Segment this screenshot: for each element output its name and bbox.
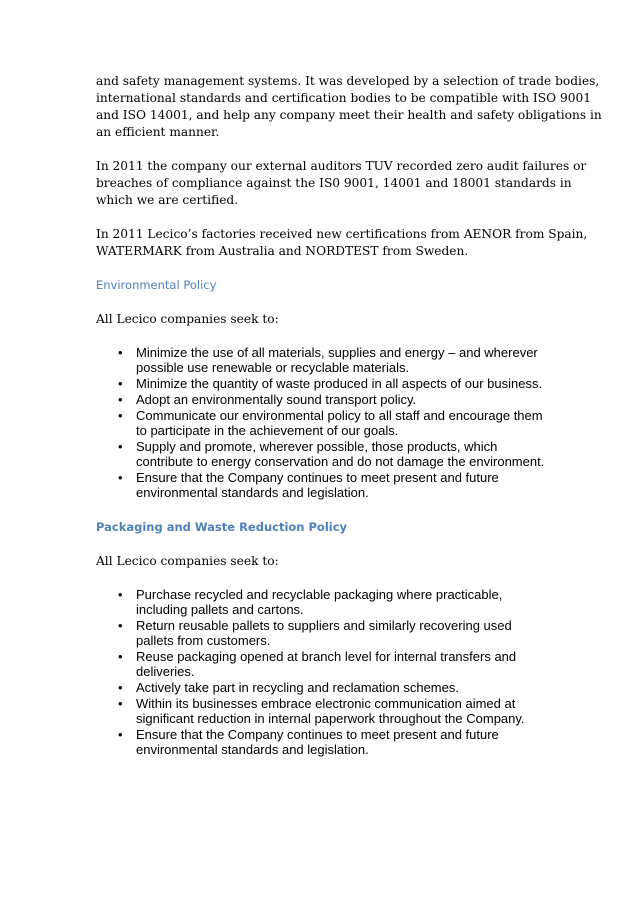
list-item-line: deliveries. — [136, 664, 195, 679]
environmental-intro: All Lecico companies seek to: — [96, 312, 279, 326]
list-item-line: possible use renewable or recyclable materials. — [136, 360, 410, 375]
list-item-line: pallets from customers. — [136, 633, 271, 648]
bullet-icon: • — [118, 408, 123, 423]
list-item — [118, 587, 554, 617]
list-item-line: Adopt an environmentally sound transport policy. — [136, 392, 417, 407]
list-item-line: Purchase recycled and recyclable packaging where practicable, — [136, 587, 503, 602]
list-item-line: to participate in the achievement of our goals. — [136, 423, 399, 438]
list-item-line: Actively take part in recycling and reclamation schemes. — [136, 680, 459, 695]
paragraph-line: In 2011 the company our external auditors TUV recorded zero audit failures or — [96, 159, 587, 173]
list-item-line: contribute to energy conservation and do not damage the environment. — [136, 454, 545, 469]
packaging-intro: All Lecico companies seek to: — [96, 554, 279, 568]
bullet-icon: • — [118, 345, 123, 360]
paragraph-line: breaches of compliance against the IS0 9001, 14001 and 18001 standards in — [96, 176, 572, 190]
bullet-icon: • — [118, 439, 123, 454]
list-item-line: environmental standards and legislation. — [136, 742, 369, 757]
paragraph-line: In 2011 Lecico’s factories received new certifications from AENOR from Spain, — [96, 227, 588, 241]
list-item-line: including pallets and cartons. — [136, 602, 304, 617]
list-item-line: significant reduction in internal paperwork throughout the Company. — [136, 711, 525, 726]
document-content — [96, 73, 602, 758]
packaging-policy-heading: Packaging and Waste Reduction Policy — [96, 520, 348, 534]
list-item-line: Reuse packaging opened at branch level for internal transfers and — [136, 649, 517, 664]
packaging-policy-list — [96, 587, 554, 757]
list-item — [118, 680, 554, 695]
list-item-line: Ensure that the Company continues to meet present and future — [136, 470, 499, 485]
list-item — [118, 470, 554, 500]
bullet-icon: • — [118, 376, 123, 391]
paragraph-line: and ISO 14001, and help any company meet their health and safety obligations in — [96, 108, 602, 122]
paragraph-line: international standards and certification bodies to be compatible with ISO 9001 — [96, 91, 591, 105]
bullet-icon: • — [118, 618, 123, 633]
list-item-line: Ensure that the Company continues to meet present and future — [136, 727, 499, 742]
bullet-icon: • — [118, 649, 123, 664]
list-item — [118, 439, 554, 469]
list-item — [118, 696, 554, 726]
bullet-icon: • — [118, 392, 123, 407]
list-item — [118, 727, 554, 757]
paragraph-line: which we are certified. — [96, 193, 239, 207]
list-item — [118, 345, 554, 375]
paragraph-certifications — [96, 226, 588, 260]
paragraph-line: WATERMARK from Australia and NORDTEST from Sweden. — [96, 244, 469, 258]
spacer — [96, 501, 554, 519]
list-item — [118, 649, 554, 679]
bullet-icon: • — [118, 587, 123, 602]
environmental-policy-list — [96, 345, 554, 500]
bullet-icon: • — [118, 727, 123, 742]
list-item-line: Supply and promote, wherever possible, those products, which — [136, 439, 498, 454]
list-item-line: Return reusable pallets to suppliers and similarly recovering used — [136, 618, 512, 633]
list-item — [118, 618, 554, 648]
list-item — [118, 376, 554, 391]
environmental-policy-heading: Environmental Policy — [96, 278, 217, 292]
bullet-icon: • — [118, 696, 123, 711]
paragraph-audit — [96, 158, 587, 209]
list-item-line: environmental standards and legislation. — [136, 485, 369, 500]
list-item-line: Minimize the use of all materials, supplies and energy – and wherever — [136, 345, 538, 360]
paragraph-safety-systems — [96, 73, 602, 141]
list-item-line: Communicate our environmental policy to all staff and encourage them — [136, 408, 543, 423]
bullet-icon: • — [118, 470, 123, 485]
list-item — [118, 408, 554, 438]
bullet-icon: • — [118, 680, 123, 695]
list-item — [118, 392, 554, 407]
paragraph-line: an efficient manner. — [96, 125, 220, 139]
paragraph-line: and safety management systems. It was developed by a selection of trade bodies, — [96, 74, 600, 88]
list-item-line: Minimize the quantity of waste produced in all aspects of our business. — [136, 376, 543, 391]
list-item-line: Within its businesses embrace electronic communication aimed at — [136, 696, 516, 711]
